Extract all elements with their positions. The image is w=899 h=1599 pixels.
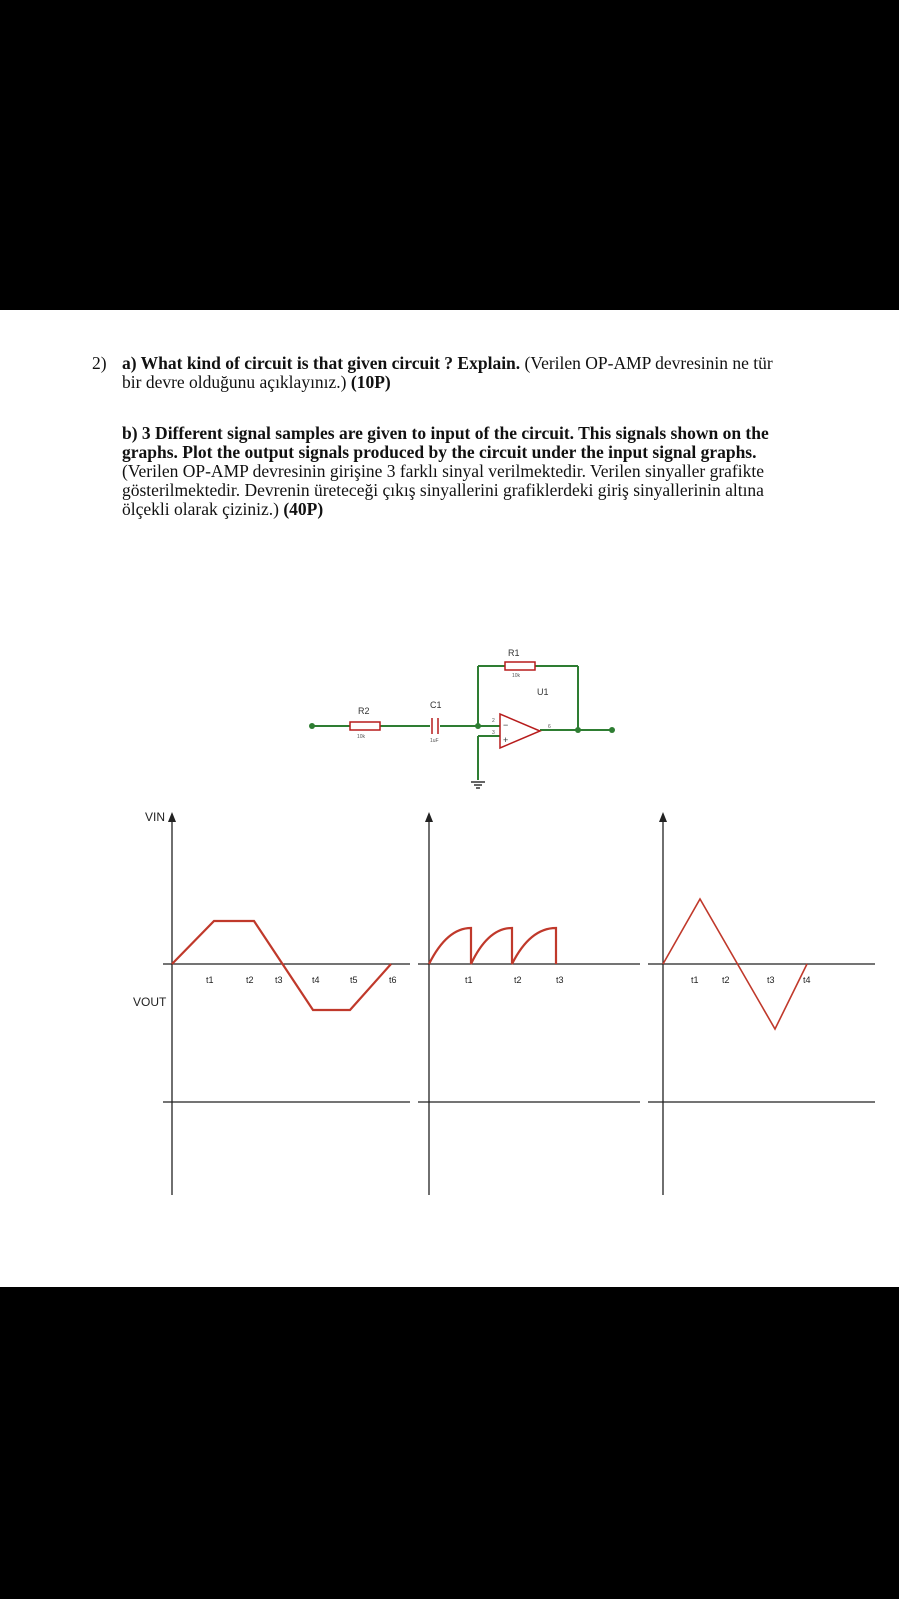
signal-2-sawtooth (429, 928, 556, 964)
r1-value: 10k (512, 673, 521, 679)
graph1-arrow-icon (168, 812, 176, 822)
c1-capacitor (432, 718, 438, 734)
g1-tick-t3: t3 (275, 975, 283, 985)
graph2-arrow-icon (425, 812, 433, 822)
pin-2-label: 2 (492, 718, 495, 724)
g3-tick-t1: t1 (691, 975, 699, 985)
part-b-bold: b) 3 Different signal samples are given to input of the circuit. This signals shown on the graphs. Plot the output signals produced by the circuit under the input signal graphs. (122, 423, 769, 462)
g1-tick-t4: t4 (312, 975, 320, 985)
vin-label: VIN (145, 810, 166, 824)
g3-tick-t2: t2 (722, 975, 730, 985)
signal-1-trapezoid (172, 921, 391, 1010)
r2-label: R2 (358, 706, 370, 716)
minus-sign: − (503, 720, 509, 730)
opamp-circuit (0, 310, 899, 1287)
graph3-arrow-icon (659, 812, 667, 822)
g3-tick-t3: t3 (767, 975, 775, 985)
g3-tick-t4: t4 (803, 975, 811, 985)
g1-tick-t1: t1 (206, 975, 214, 985)
r1-label: R1 (508, 648, 520, 658)
pin-3-label: 3 (492, 730, 495, 736)
g1-tick-t2: t2 (246, 975, 254, 985)
plus-sign: + (503, 735, 509, 745)
g1-tick-t5: t5 (350, 975, 358, 985)
vout-label: VOUT (133, 995, 167, 1009)
g2-tick-t1: t1 (465, 975, 473, 985)
g2-tick-t3: t3 (556, 975, 564, 985)
u1-label: U1 (537, 687, 549, 697)
c1-label: C1 (430, 700, 442, 710)
part-b-normal: (Verilen OP-AMP devresinin girişine 3 farklı sinyal verilmektedir. Verilen sinyaller grafikte gösterilmektedir. Devrenin üreteceği çıkış sinyallerini grafiklerdeki giriş sinyallerinin altına ölçekli olarak çiziniz.) (122, 461, 764, 519)
part-b-points: (40P) (283, 499, 324, 519)
question-number: 2) (92, 353, 107, 373)
output-node (575, 727, 581, 733)
g1-tick-t6: t6 (389, 975, 397, 985)
output-terminal (609, 727, 615, 733)
c1-value: 1uF (430, 738, 439, 744)
part-a-points: (10P) (350, 372, 391, 392)
ground-icon (471, 782, 485, 788)
r2-value: 10k (357, 734, 366, 740)
graph-axes (163, 820, 875, 1195)
question-page (0, 310, 899, 1287)
r2-resistor (350, 722, 380, 730)
part-a-bold: a) What kind of circuit is that given circuit ? Explain. (122, 353, 521, 373)
r1-resistor (505, 662, 535, 670)
input-terminal (309, 723, 315, 729)
junction-node (475, 723, 481, 729)
part-a-normal: (Verilen OP-AMP devresinin ne tür bir devre olduğunu açıklayınız.) (122, 353, 773, 392)
pin-6-label: 6 (548, 724, 551, 730)
g2-tick-t2: t2 (514, 975, 522, 985)
